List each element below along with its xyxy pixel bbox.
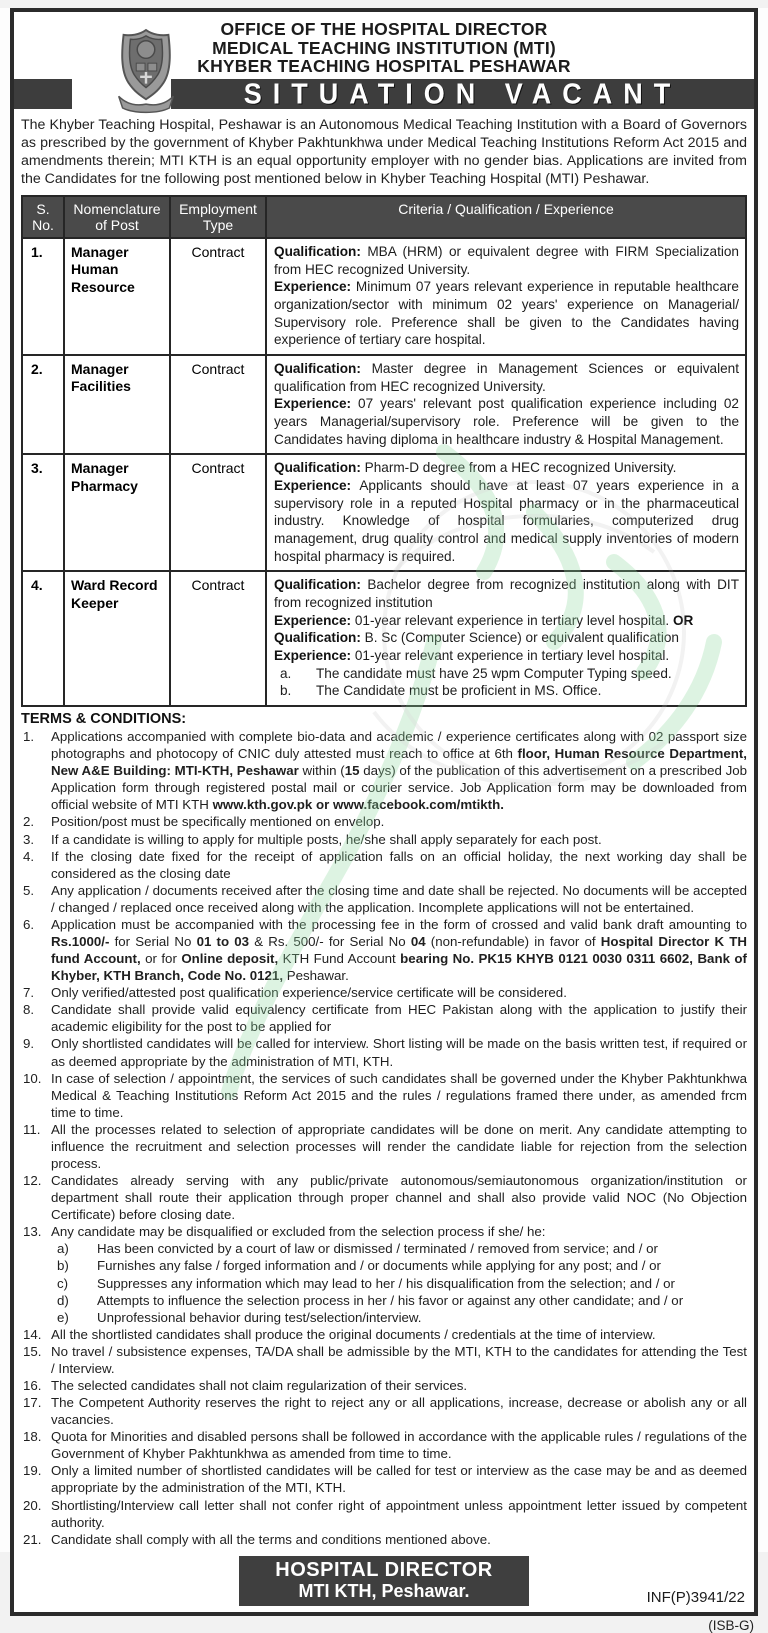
col-header-criteria: Criteria / Qualification / Experience (266, 196, 746, 238)
criteria-label: Qualification: (274, 243, 368, 259)
term-segment: 04 (410, 933, 426, 949)
term-segment: Only a limited number of shortlisted candidates will be called for test or interview as the case may be and as deemed appropriate by the administration of the MTI, KTH. (51, 1463, 747, 1496)
sub-item-marker: a. (280, 665, 292, 681)
banner-title: SITUATION VACANT (243, 77, 682, 110)
term-segment: All the shortlisted candidates shall produce the original documents / credentials at the time of interview. (51, 1326, 656, 1342)
term-text (51, 1428, 747, 1462)
term-segment: Hospital Director K TH fund Account, (51, 933, 747, 967)
cell-serial-no: 1. (22, 238, 64, 355)
term-number: 5. (23, 882, 35, 898)
term-item (21, 1121, 747, 1172)
table-row (22, 238, 746, 355)
term-segment: Rs.1000/- (51, 933, 110, 949)
term-segment: Candidates already serving with any public/private autonomous/semiautonomous organization/institution or department shall route their application through proper channel and shall also provide valid NOC (No Objection Certificate) before closing date. (51, 1173, 747, 1223)
term-sub-item (57, 1309, 747, 1326)
criteria-line: Qualification: MBA (HRM) or equivalent degree with FIRM Specialization from HEC recognized University. (274, 243, 739, 277)
term-segment: Online deposit, (181, 951, 279, 967)
criteria-line: Qualification: B. Sc (Computer Science) or equivalent qualification (274, 630, 679, 646)
col-header-post: Nomenclature of Post (64, 196, 170, 238)
cell-criteria (266, 454, 746, 571)
cell-post-name: Manager Facilities (64, 355, 170, 454)
term-sub-item (57, 1240, 747, 1257)
term-text (51, 882, 747, 916)
term-sub-marker: b) (57, 1258, 69, 1274)
term-segment: In case of selection / appointment, the services of such candidates shall be governed under the Khyber Pakhtunkhwa Medical & Teaching Institutions Reform Act 2015 and the rules / regulations framed there under, as amended frcm time to time. (51, 1070, 747, 1120)
term-segment: (non-refundable) in favor of (425, 933, 601, 949)
term-number: 1. (23, 729, 35, 745)
criteria-label: Experience: (274, 279, 356, 295)
term-text (51, 984, 747, 1001)
term-segment: Any candidate may be disqualified or excluded from the selection process if she/ he: (51, 1224, 546, 1240)
term-segment: No travel / subsistence expenses, TA/DA shall be admissible by the MTI, KTH to the candidates for attending the Test / Interview. (51, 1343, 747, 1376)
criteria-label: Experience: (274, 396, 359, 412)
criteria-label: Qualification: (274, 460, 365, 476)
term-text (51, 1377, 747, 1394)
term-segment: Only verified/attested post qualification experience/service certificate will be considered. (51, 985, 567, 1001)
criteria-sub-item (274, 665, 739, 683)
term-text (51, 1070, 747, 1121)
criteria-label: Qualification: (274, 630, 365, 646)
table-row (22, 454, 746, 571)
col-header-type: Employment Type (170, 196, 266, 238)
term-segment: www.kth.gov.pk or www.facebook.com/mtikth. (212, 797, 504, 813)
term-item (21, 831, 747, 848)
term-number: 12. (23, 1173, 42, 1189)
cell-criteria (266, 355, 746, 454)
term-segment: If a candidate is willing to apply for multiple posts, he/she shall apply separately for each post. (51, 831, 602, 847)
term-segment: for Serial No (109, 933, 197, 949)
term-text (51, 916, 747, 984)
term-number: 3. (23, 831, 35, 847)
term-text (51, 848, 747, 882)
cell-employment-type: Contract (170, 571, 266, 706)
term-segment: Applications accompanied with complete bio-data and academic / experience certificates along with 02 passport size photographs and photocopy of CNIC duly attested must reach to office at 6th (51, 729, 747, 762)
term-sub-text: Suppresses any information which may lead to her / his disqualification from the selection; and / or (97, 1275, 675, 1291)
term-sub-marker: a) (57, 1241, 69, 1257)
col-header-sno: S. No. (22, 196, 64, 238)
term-item (21, 1001, 747, 1035)
term-sub-marker: e) (57, 1309, 69, 1325)
banner-main-block (171, 79, 754, 109)
term-number: 9. (23, 1036, 35, 1052)
term-segment: bearing No. PK15 KHYB 0121 0030 0311 6602, Bank of Khyber, KTH Branch, Code No. 0121, (51, 951, 747, 984)
ad-footer (21, 1556, 747, 1608)
term-item (21, 916, 747, 984)
criteria-line: Experience: 01-year relevant experience in tertiary level hospital. OR (274, 612, 694, 628)
cell-criteria (266, 571, 746, 706)
signature-org: MTI KTH, Peshawar. (298, 1580, 470, 1601)
term-sub-item (57, 1292, 747, 1309)
term-number: 19. (23, 1463, 42, 1479)
criteria-line: Experience: Minimum 07 years relevant experience in reputable healthcare organization/sector with minimum 02 years' experience on Managerial/ Supervisory role. Preference shall be given to the Candidates having experience of tertiary care hospital. (274, 279, 739, 348)
term-item (21, 1531, 747, 1548)
term-item (21, 1377, 747, 1394)
term-segment: Position/post must be specifically mentioned on envelop. (51, 814, 385, 830)
term-segment: The Competent Authority reserves the right to reject any or all applications, increase, decrease or abolish any or all vacancies. (51, 1395, 747, 1428)
criteria-bold-suffix: OR (669, 612, 694, 628)
criteria-sub-item (274, 682, 739, 700)
term-number: 21. (23, 1531, 42, 1547)
term-text (51, 1172, 747, 1223)
criteria-line: Experience: Applicants should have at least 07 years experience in a supervisory role in a reputed Hospital pharmacy or in the pharmaceutical industry. Knowledge of hospital formularies, computerized drug management, drug quality control and medical supply inventories of modern hospital pharmacy is required. (274, 477, 739, 564)
table-header-row (22, 196, 746, 238)
term-item (21, 1462, 747, 1496)
region-code: (ISB-G) (708, 1617, 754, 1633)
term-segment: If the closing date fixed for the receipt of application falls on an official holiday, the next working day shall be considered as the closing date (51, 848, 747, 881)
term-segment: KTH Fund Account (278, 951, 401, 967)
criteria-label: Experience: (274, 477, 360, 493)
banner-left-block (14, 79, 72, 109)
cell-employment-type: Contract (170, 238, 266, 355)
cell-serial-no: 4. (22, 571, 64, 706)
term-item (21, 1223, 747, 1240)
criteria-label: Experience: (274, 648, 355, 664)
term-text (51, 1001, 747, 1035)
term-item (21, 813, 747, 830)
term-item (21, 1326, 747, 1343)
cell-post-name: Ward Record Keeper (64, 571, 170, 706)
sub-item-text: The Candidate must be proficient in MS. Office. (316, 683, 602, 699)
term-segment: All the processes related to selection of appropriate candidates will be done on merit. Any candidate attempting to influence the recruitment and selection processes will render the candidate liable for rejection from the selection process. (51, 1121, 747, 1171)
hospital-crest-logo (107, 26, 185, 114)
cell-employment-type: Contract (170, 454, 266, 571)
advertisement-ref-number: INF(P)3941/22 (646, 1588, 745, 1606)
signature-title: HOSPITAL DIRECTOR (275, 1558, 493, 1581)
criteria-label: Experience: (274, 612, 355, 628)
term-text (51, 1326, 747, 1343)
term-item (21, 984, 747, 1001)
term-text (51, 1531, 747, 1548)
term-number: 16. (23, 1378, 42, 1393)
criteria-line: Qualification: Bachelor degree from recognized institution along with DIT from recognized institution (274, 577, 739, 610)
term-segment: Quota for Minorities and disabled persons shall be followed in accordance with the applicable rules / regulations of the Government of Khyber Pakhtunkhwa as amended from time to time. (51, 1429, 747, 1462)
cell-serial-no: 3. (22, 454, 64, 571)
term-segment: The selected candidates shall not claim regularization of their services. (51, 1378, 468, 1393)
office-title-line3: KHYBER TEACHING HOSPITAL PESHAWAR (197, 56, 571, 77)
term-sub-text: Attempts to influence the selection process in her / his favor or against any other candidate; and / or (97, 1292, 684, 1308)
terms-heading: TERMS & CONDITIONS: (21, 711, 187, 728)
term-text (51, 1462, 747, 1496)
term-segment: or for (140, 951, 182, 967)
table-row (22, 571, 746, 706)
term-sub-marker: c) (57, 1275, 69, 1291)
term-number: 8. (23, 1002, 35, 1018)
term-text (51, 1223, 747, 1240)
situation-vacant-ad (10, 8, 758, 1616)
criteria-line: Experience: 01-year relevant experience in tertiary level hospital. (274, 648, 670, 664)
term-number: 6. (23, 916, 35, 932)
term-number: 17. (23, 1395, 42, 1411)
term-item (21, 1428, 747, 1462)
term-number: 18. (23, 1429, 42, 1445)
term-segment: Application must be accompanied with the processing fee in the form of crossed and valid bank draft amounting to (51, 916, 747, 932)
term-sub-item (57, 1257, 747, 1274)
term-segment: Only shortlisted candidates will be called for interview. Short listing will be made on the basis written test, if required or as deemed appropriate by the administration of MTI, KTH. (51, 1036, 747, 1069)
office-title-line1: OFFICE OF THE HOSPITAL DIRECTOR (220, 19, 548, 39)
term-text (51, 1497, 747, 1531)
ad-header (21, 12, 747, 109)
sub-item-text: The candidate must have 25 wpm Computer Typing speed. (316, 665, 672, 681)
term-segment: 01 to 03 (196, 933, 250, 949)
term-segment: 15 (344, 763, 360, 779)
term-text (51, 813, 747, 830)
cell-post-name: Manager Human Resource (64, 238, 170, 355)
posts-table (21, 195, 747, 707)
criteria-line: Qualification: Pharm-D degree from a HEC recognized University. (274, 460, 677, 476)
term-item (21, 848, 747, 882)
term-text (51, 1121, 747, 1172)
cell-post-name: Manager Pharmacy (64, 454, 170, 571)
term-item (21, 1172, 747, 1223)
term-text (51, 1343, 747, 1377)
term-item (21, 1394, 747, 1428)
cell-serial-no: 2. (22, 355, 64, 454)
terms-list (21, 728, 747, 1548)
term-number: 15. (23, 1343, 42, 1359)
term-sub-text: Has been convicted by a court of law or dismissed / terminated / removed from service; and / or (97, 1241, 658, 1257)
criteria-label: Qualification: (274, 577, 368, 593)
term-number: 14. (23, 1326, 42, 1342)
term-text (51, 1035, 747, 1069)
term-segment: floor, Human Resource Department, New A&E Building: MTI-KTH, Peshawar (51, 746, 747, 779)
term-text (51, 728, 747, 813)
term-segment: Candidate shall provide valid equivalency certificate from HEC Pakistan along with the application to justify their academic eligibility for the post to be applied for (51, 1002, 747, 1035)
term-item (21, 728, 747, 813)
office-title-line2: MEDICAL TEACHING INSTITUTION (MTI) (212, 37, 556, 58)
cell-employment-type: Contract (170, 355, 266, 454)
term-number: 4. (23, 848, 35, 864)
criteria-line: Qualification: Master degree in Management Sciences or equivalent qualification from HEC recognized University. (274, 360, 739, 394)
term-item (21, 1070, 747, 1121)
term-sub-text: Furnishes any false / forged information and / or documents while applying for any post; and / or (97, 1258, 661, 1274)
intro-paragraph: The Khyber Teaching Hospital, Peshawar is an Autonomous Medical Teaching Institution with a Board of Governors as prescribed by the government of Khyber Pakhtunkhwa under Medical Teaching Institutions Reform Act 2015 and amendments therein; MTI KTH is an equal opportunity employer with no gender bias. Applications are invited from the Candidates for tne following post mentioned below in Khyber Teaching Hospital (MTI) Peshawar. (21, 117, 747, 187)
term-item (21, 1035, 747, 1069)
term-item (21, 882, 747, 916)
term-segment: Candidate shall comply with all the terms and conditions mentioned above. (51, 1531, 491, 1547)
term-segment: Any application / documents received after the closing time and date shall be rejected. No documents will be accepted / changed / replaced once received along with the application. Incomplete applications will not be entertained. (51, 882, 747, 915)
signature-box (239, 1556, 529, 1607)
term-segment: Shortlisting/Interview call letter shall not confer right of appointment unless appointment letter issued by competent authority. (51, 1497, 747, 1530)
term-segment: & Rs. 500/- for Serial No (249, 933, 411, 949)
cell-criteria (266, 238, 746, 355)
term-number: 20. (23, 1497, 42, 1513)
criteria-line: Experience: 07 years' relevant post qualification experience including 02 years Managerial/supervisory role. Preference will be given to the Candidates having diploma in healthcare industry & Hospital Management. (274, 396, 739, 447)
term-number: 7. (23, 985, 35, 1001)
term-text (51, 1394, 747, 1428)
term-segment: within ( (298, 763, 345, 779)
term-sub-text: Unprofessional behavior during test/selection/interview. (97, 1309, 422, 1325)
term-sub-marker: d) (57, 1292, 69, 1308)
term-segment: days) of the publication of this advertisement on a prescribed Job Application form through registered postal mail or courier service. Job Application form may be downloaded from official website of MTI KTH (51, 763, 748, 813)
term-sub-item (57, 1275, 747, 1292)
criteria-label: Qualification: (274, 360, 372, 376)
term-item (21, 1343, 747, 1377)
sub-item-marker: b. (280, 683, 292, 699)
term-text (51, 831, 747, 848)
term-item (21, 1497, 747, 1531)
newspaper-ad-page (0, 8, 768, 1633)
term-number: 11. (23, 1121, 41, 1137)
term-number: 13. (23, 1224, 42, 1240)
term-number: 10. (23, 1070, 42, 1086)
term-segment: Peshawar. (283, 968, 349, 984)
term-number: 2. (23, 814, 35, 830)
table-row (22, 355, 746, 454)
